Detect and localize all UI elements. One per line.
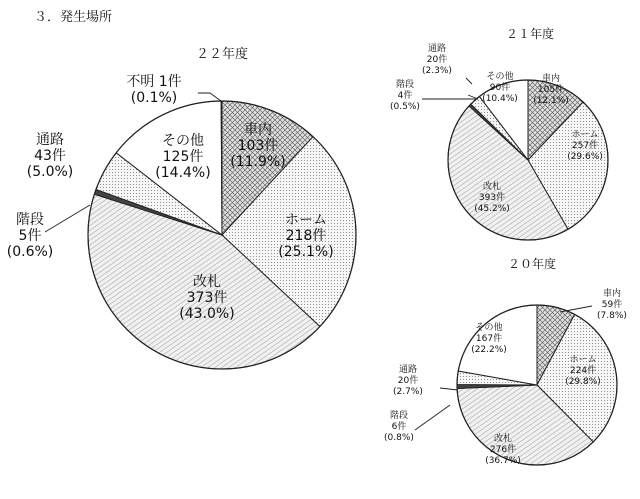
slice-label: (29.6%) <box>567 152 603 162</box>
slice-label: 改札 <box>482 182 502 192</box>
slice-label: 105件 <box>537 85 565 95</box>
slice-label: 4件 <box>397 91 413 101</box>
slice-label: (12.1%) <box>533 96 569 106</box>
slice-label: (2.3%) <box>422 66 452 76</box>
slice-label: (7.8%) <box>597 311 627 321</box>
chart-title: ２１年度 <box>505 27 555 41</box>
slice-label: (10.4%) <box>482 94 518 104</box>
slice-label: 257件 <box>571 141 599 151</box>
slice-label: 通路 <box>36 132 64 148</box>
slice-label: (25.1%) <box>278 244 334 260</box>
slice-label: 階段 <box>389 411 409 421</box>
slice-label: (0.5%) <box>390 102 420 112</box>
slice-label: (43.0%) <box>179 306 235 322</box>
slice-label: 224件 <box>569 366 597 376</box>
slice-label: 階段 <box>395 80 415 90</box>
slice-label: 階段 <box>16 212 44 228</box>
slice-label: 59件 <box>601 300 623 310</box>
slice-label: ホーム <box>569 355 597 365</box>
slice-label: 103件 <box>237 138 279 154</box>
slice-label: 167件 <box>475 334 503 344</box>
slice-label: 90件 <box>489 83 511 93</box>
leader-line <box>440 388 458 390</box>
section-heading: ３．発生場所 <box>34 10 113 25</box>
slice-label: ホーム <box>571 130 599 140</box>
slice-label: 車内 <box>602 289 622 299</box>
slice-label: 通路 <box>427 44 447 54</box>
slice-label: 改札 <box>493 434 513 444</box>
chart-title: ２２年度 <box>195 47 249 62</box>
slice-label: (0.6%) <box>6 244 54 260</box>
leader-line <box>422 95 478 99</box>
slice-label: (29.8%) <box>565 377 601 387</box>
slice-label: 通路 <box>398 365 418 375</box>
slice-label: (0.1%) <box>130 90 178 106</box>
slice-label: (36.7%) <box>485 456 521 466</box>
slice-label: (22.2%) <box>471 345 507 355</box>
slice-label: 393件 <box>478 193 506 203</box>
slice-label: 218件 <box>285 228 327 244</box>
slice-label: 車内 <box>541 74 561 84</box>
leader-line <box>45 205 90 232</box>
slice-label: (5.0%) <box>26 164 74 180</box>
slice-label: 6件 <box>391 422 407 432</box>
slice-label: (2.7%) <box>393 387 423 397</box>
slice-label: 改札 <box>193 274 221 290</box>
slice-label: その他 <box>162 133 204 149</box>
leader-line <box>560 306 592 312</box>
slice-label: (45.2%) <box>474 204 510 214</box>
slice-label: 不明 1件 <box>126 74 182 90</box>
slice-label: ホーム <box>285 212 327 228</box>
slice-label: 車内 <box>244 122 272 138</box>
slice-label: その他 <box>475 323 503 333</box>
leader-line <box>415 405 450 430</box>
slice-label: 276件 <box>489 445 517 455</box>
leader-line <box>466 78 472 84</box>
slice-label: その他 <box>486 72 514 82</box>
slice-label: 20件 <box>426 55 448 65</box>
slice-label: 5件 <box>18 228 42 244</box>
slice-label: (0.8%) <box>384 433 414 443</box>
slice-label: 20件 <box>397 376 419 386</box>
leader-line <box>198 93 221 101</box>
slice-label: 43件 <box>34 148 66 164</box>
slice-label: 373件 <box>186 290 228 306</box>
slice-label: (11.9%) <box>230 154 286 170</box>
slice-label: 125件 <box>162 149 204 165</box>
slice-label: (14.4%) <box>155 165 211 181</box>
chart-title: ２０年度 <box>507 257 557 271</box>
